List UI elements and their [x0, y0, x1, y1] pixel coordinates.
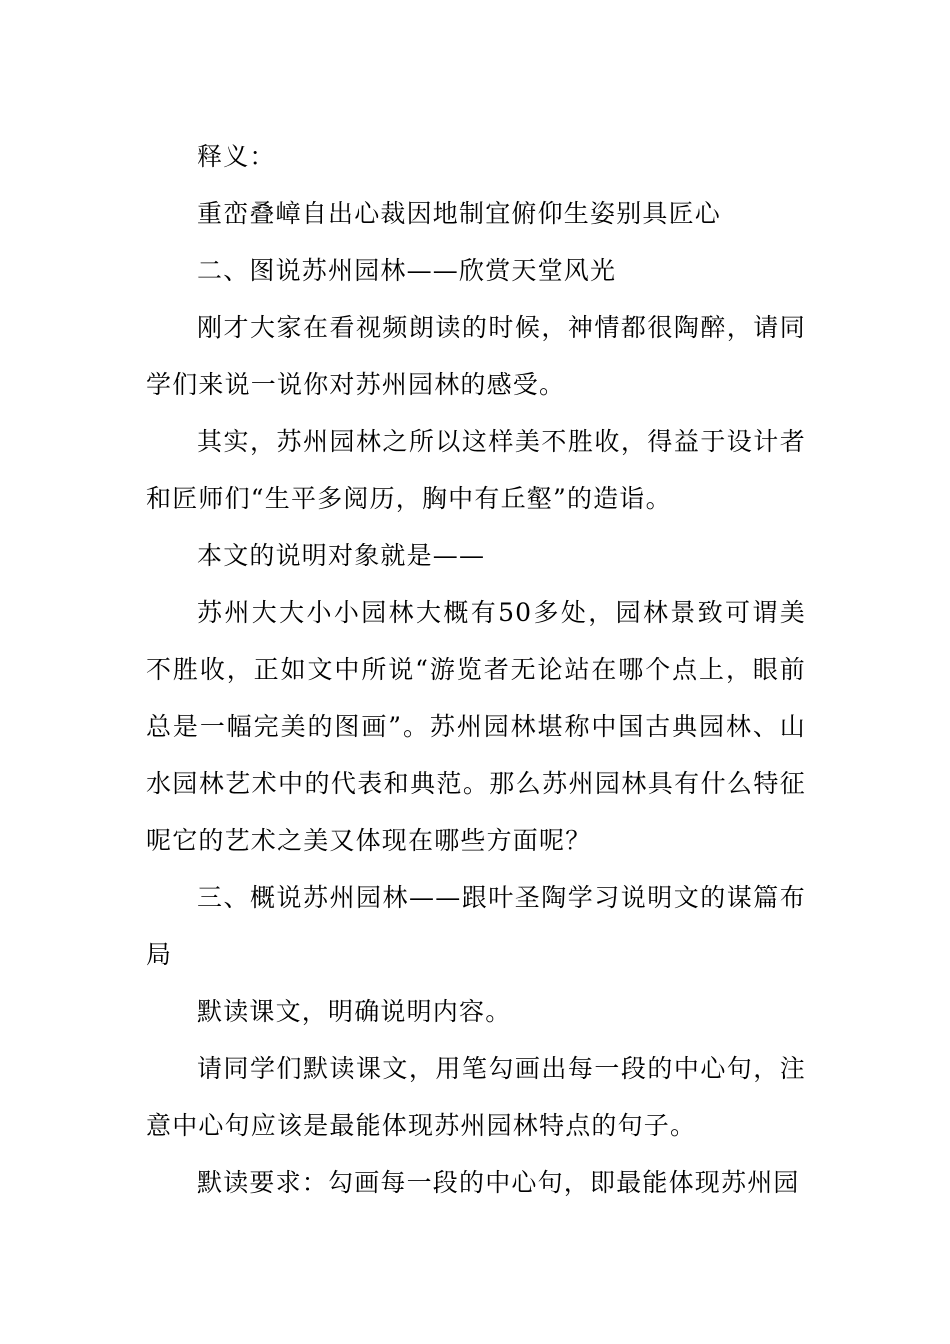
paragraph-instructions: 请同学们默读课文，用笔勾画出每一段的中心句，注意中心句应该是最能体现苏州园林特点的句子。	[146, 1054, 806, 1140]
paragraph-designers: 其实，苏州园林之所以这样美不胜收，得益于设计者和匠师们“生平多阅历，胸中有丘壑”的造诣。	[146, 427, 806, 513]
section-heading-2: 二、图说苏州园林——欣赏天堂风光	[197, 256, 617, 285]
paragraph-requirements: 默读要求：勾画每一段的中心句，即最能体现苏州园	[197, 1168, 800, 1197]
section-heading-3: 三、概说苏州园林——跟叶圣陶学习说明文的谋篇布局	[146, 883, 806, 969]
paragraph-vocabulary: 重峦叠嶂自出心裁因地制宜俯仰生姿别具匠心	[197, 199, 722, 228]
paragraph-gardens-overview: 苏州大大小小园林大概有50多处，园林景致可谓美不胜收，正如文中所说“游览者无论站在哪个点上，眼前总是一幅完美的图画”。苏州园林堪称中国古典园林、山水园林艺术中的代表和典范。那么苏州园林具有什么特征呢它的艺术之美又体现在哪些方面呢？	[146, 598, 806, 855]
document-body	[146, 128, 806, 1211]
paragraph-silent-reading: 默读课文，明确说明内容。	[197, 997, 512, 1026]
paragraph-subject: 本文的说明对象就是——	[197, 541, 486, 570]
paragraph-video-reading: 刚才大家在看视频朗读的时候，神情都很陶醉，请同学们来说一说你对苏州园林的感受。	[146, 313, 806, 399]
paragraph-definition-heading: 释义：	[197, 142, 276, 171]
